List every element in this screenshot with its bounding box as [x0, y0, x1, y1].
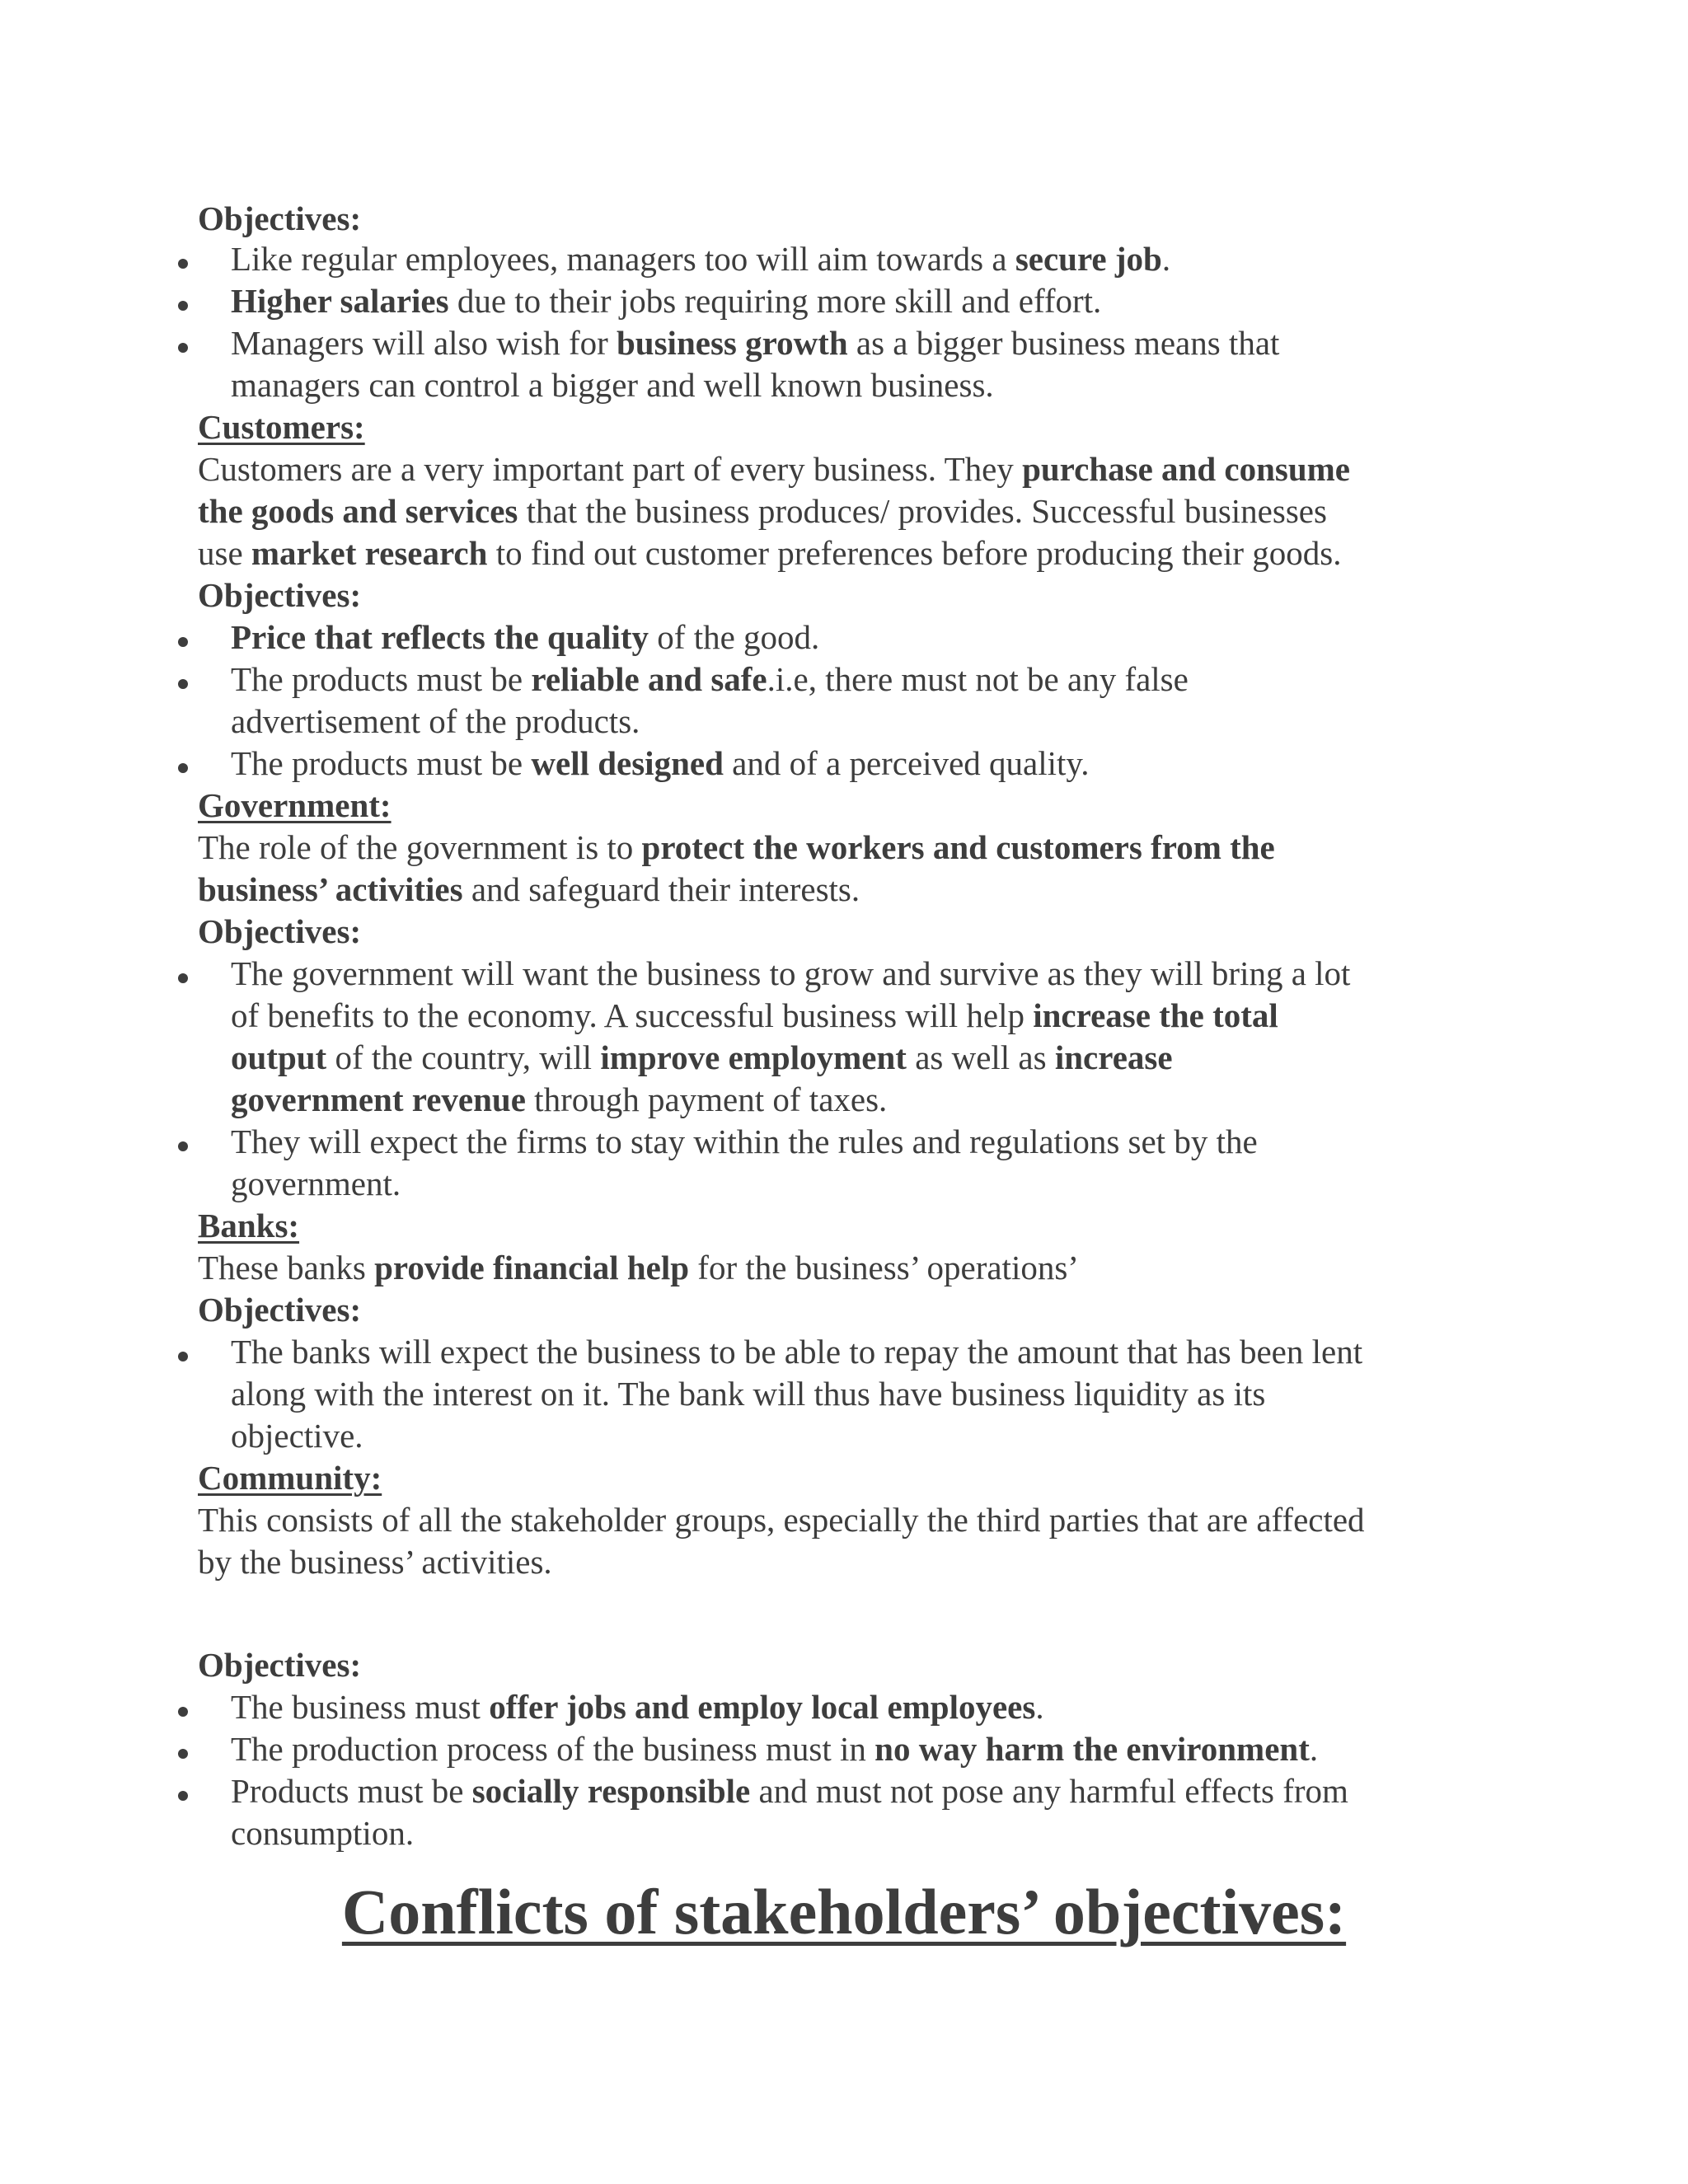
bullet-icon — [178, 679, 188, 689]
bullet-icon — [178, 259, 188, 269]
customers-paragraph-line-3: use market research to find out customer preferences before producing their goods. — [198, 534, 1342, 572]
government-paragraph-line-2: business’ activities and safeguard their interests. — [198, 870, 860, 908]
community-heading: Community: — [198, 1459, 382, 1497]
managers-objective-2: Higher salaries due to their jobs requiring more skill and effort. — [231, 282, 1102, 320]
government-objective-1-line-4: government revenue through payment of taxes. — [231, 1080, 888, 1118]
banks-paragraph: These banks provide financial help for the business’ operations’ — [198, 1249, 1079, 1286]
section-title: Conflicts of stakeholders’ objectives: — [341, 1876, 1347, 1947]
community-paragraph-line-1: This consists of all the stakeholder groups, especially the third parties that are affected — [198, 1501, 1365, 1539]
managers-objectives-heading: Objectives: — [198, 199, 362, 237]
managers-objective-3: Managers will also wish for business growth as a bigger business means that — [231, 324, 1280, 362]
bullet-icon — [178, 1707, 188, 1717]
bullet-icon — [178, 973, 188, 983]
bullet-icon — [178, 301, 188, 311]
customers-paragraph-line-2: the goods and services that the business produces/ provides. Successful businesses — [198, 492, 1327, 530]
managers-objective-1: Like regular employees, managers too will aim towards a secure job. — [231, 240, 1171, 278]
community-objective-3-continued: consumption. — [231, 1814, 415, 1852]
bullet-icon — [178, 763, 188, 773]
bullet-icon — [178, 1791, 188, 1801]
customers-heading: Customers: — [198, 408, 365, 446]
customers-objective-2: The products must be reliable and safe.i.e, there must not be any false — [231, 660, 1189, 698]
bullet-icon — [178, 1749, 188, 1759]
managers-objective-3-continued: managers can control a bigger and well known business. — [231, 366, 994, 404]
banks-objectives-heading: Objectives: — [198, 1291, 362, 1329]
community-objective-1: The business must offer jobs and employ local employees. — [231, 1688, 1044, 1726]
community-objective-3: Products must be socially responsible and must not pose any harmful effects from — [231, 1772, 1348, 1810]
bullet-icon — [178, 1141, 188, 1151]
banks-heading: Banks: — [198, 1207, 300, 1244]
bullet-icon — [178, 637, 188, 647]
customers-objective-2-continued: advertisement of the products. — [231, 702, 640, 740]
government-objectives-heading: Objectives: — [198, 912, 362, 950]
government-objective-1-line-2: of benefits to the economy. A successful business will help increase the total — [231, 996, 1278, 1034]
customers-objectives-heading: Objectives: — [198, 576, 362, 614]
government-objective-1: The government will want the business to grow and survive as they will bring a lot — [231, 954, 1351, 992]
banks-objective-1-line-2: along with the interest on it. The bank will thus have business liquidity as its — [231, 1375, 1266, 1413]
banks-objective-1: The banks will expect the business to be able to repay the amount that has been lent — [231, 1333, 1363, 1371]
government-objective-2: They will expect the firms to stay within the rules and regulations set by the — [231, 1122, 1258, 1160]
banks-objective-1-line-3: objective. — [231, 1417, 363, 1455]
government-objective-1-line-3: output of the country, will improve employment as well as increase — [231, 1038, 1173, 1076]
customers-objective-1: Price that reflects the quality of the good. — [231, 618, 820, 656]
community-paragraph-line-2: by the business’ activities. — [198, 1543, 552, 1581]
community-objectives-heading: Objectives: — [198, 1646, 362, 1684]
community-objective-2: The production process of the business must in no way harm the environment. — [231, 1730, 1319, 1768]
government-heading: Government: — [198, 786, 392, 824]
bullet-icon — [178, 343, 188, 353]
government-paragraph-line-1: The role of the government is to protect the workers and customers from the — [198, 828, 1275, 866]
customers-paragraph-line-1: Customers are a very important part of every business. They purchase and consume — [198, 450, 1350, 488]
bullet-icon — [178, 1352, 188, 1361]
government-objective-2-continued: government. — [231, 1165, 401, 1202]
customers-objective-3: The products must be well designed and of a perceived quality. — [231, 744, 1090, 782]
